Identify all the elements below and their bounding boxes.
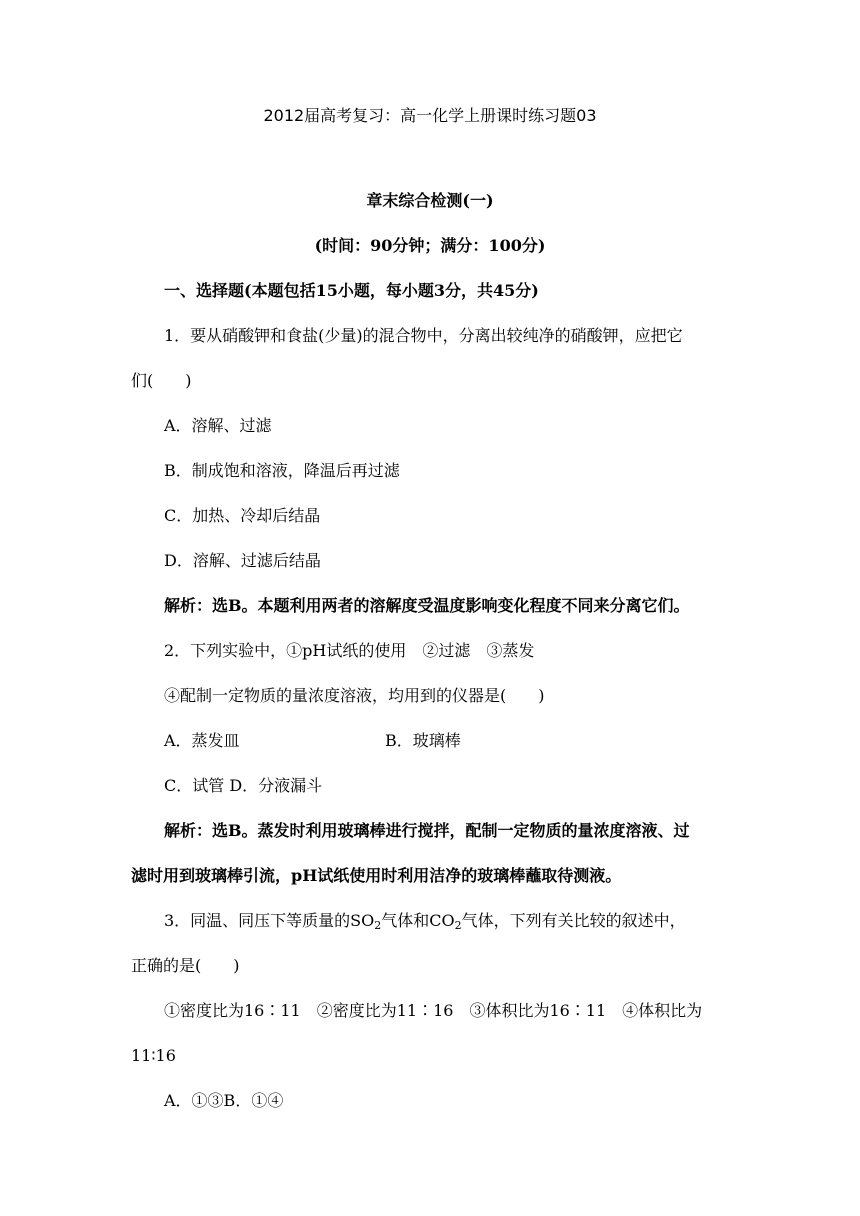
q1-analysis: 解析：选B。本题利用两者的溶解度受温度影响变化程度不同来分离它们。 — [164, 596, 690, 615]
q2-option-a: A．蒸发皿 — [164, 731, 240, 750]
q3-subscript-co2: 2 — [454, 919, 462, 932]
q3-options-ab: A．①③B．①④ — [164, 1091, 284, 1110]
q3-stem-mid: 气体和CO — [381, 911, 455, 930]
q1-option-a: A．溶解、过滤 — [164, 416, 272, 435]
q3-stem-post: 气体，下列有关比较的叙述中， — [461, 911, 686, 930]
q3-stem-line2: 正确的是( ) — [131, 956, 240, 975]
q2-stem-line1: 2．下列实验中，①pH试纸的使用 ②过滤 ③蒸发 — [164, 641, 535, 660]
q1-stem-line2: 们( ) — [131, 371, 192, 390]
section-heading: 一、选择题(本题包括15小题，每小题3分，共45分) — [164, 281, 539, 300]
q3-subscript-so2: 2 — [374, 919, 382, 932]
time-info: (时间：90分钟；满分：100分) — [314, 236, 546, 255]
q2-options-cd: C．试管 D．分液漏斗 — [164, 776, 323, 795]
q3-stem-line1 — [0, 911, 860, 931]
q2-analysis-line1: 解析：选B。蒸发时利用玻璃棒进行搅拌，配制一定物质的量浓度溶液、过 — [164, 821, 690, 840]
chapter-title: 章末综合检测(一) — [366, 191, 494, 210]
q1-option-d: D．溶解、过滤后结晶 — [164, 551, 321, 570]
q2-option-b: B．玻璃棒 — [385, 731, 461, 750]
q3-stem-pre: 3．同温、同压下等质量的SO — [164, 911, 375, 930]
q3-items-line1: ①密度比为16∶11 ②密度比为11∶16 ③体积比为16∶11 ④体积比为 — [164, 1001, 703, 1020]
q2-analysis-line2: 滤时用到玻璃棒引流，pH试纸使用时利用洁净的玻璃棒蘸取待测液。 — [131, 866, 622, 885]
q1-option-c: C．加热、冷却后结晶 — [164, 506, 321, 525]
q3-items-line2: 11∶16 — [131, 1046, 176, 1065]
q1-option-b: B．制成饱和溶液，降温后再过滤 — [164, 461, 400, 480]
q1-stem-line1: 1．要从硝酸钾和食盐(少量)的混合物中，分离出较纯净的硝酸钾，应把它 — [164, 326, 683, 345]
q2-options-ab — [0, 731, 860, 751]
main-title: 2012届高考复习：高一化学上册课时练习题03 — [263, 106, 597, 125]
q2-stem-line2: ④配制一定物质的量浓度溶液，均用到的仪器是( ) — [164, 686, 545, 705]
